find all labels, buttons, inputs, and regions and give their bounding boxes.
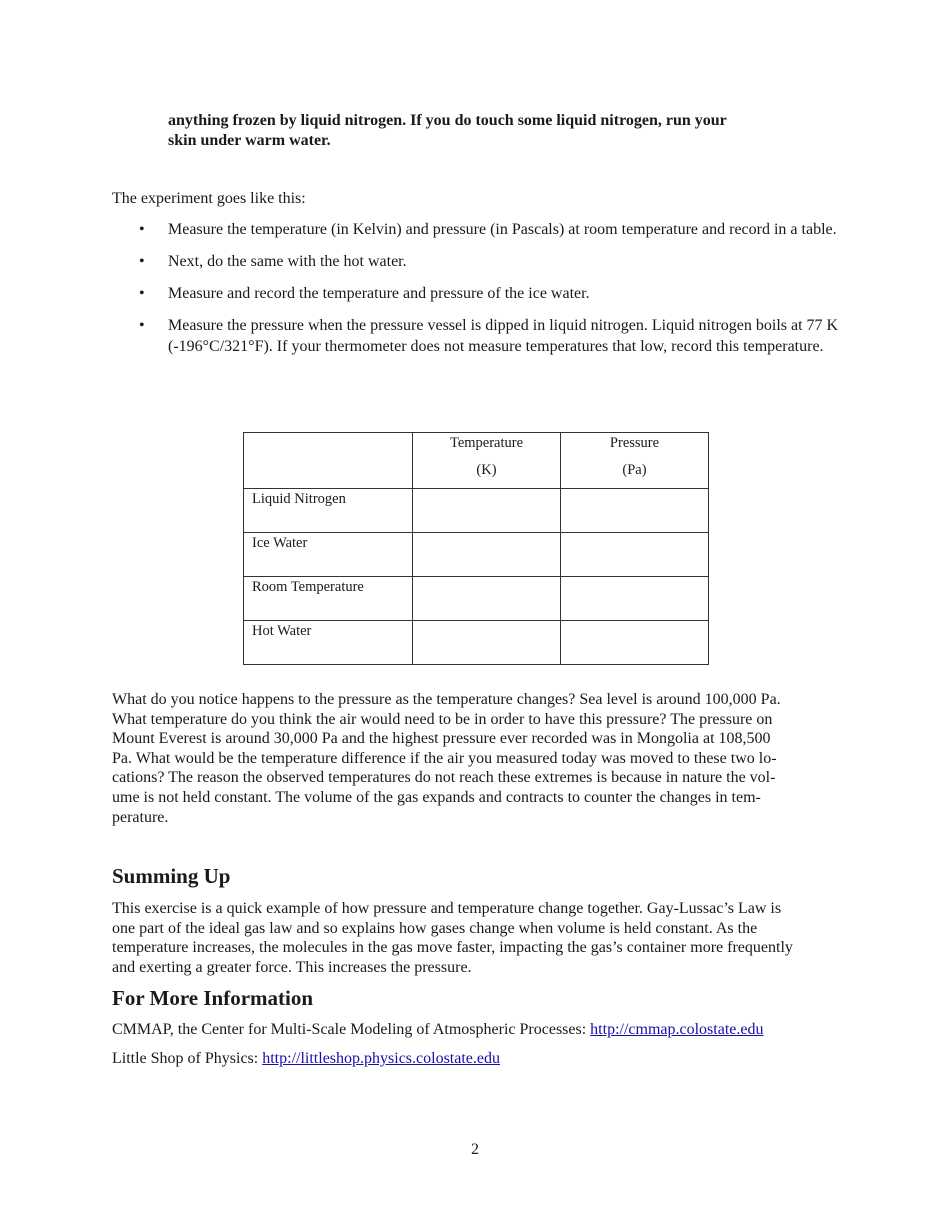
table-header-temperature: Temperature (K): [413, 433, 561, 489]
bullet-icon: •: [139, 221, 145, 238]
more-info-heading: For More Information: [112, 986, 314, 1010]
table-row: [244, 621, 709, 665]
question-paragraph: What do you notice happens to the pressure as the temperature changes? Sea level is around 100,000 Pa. What temperature do you think the air would need to be in order to have this pressure? The pressure on Mount Everest is around 30,000 Pa and the highest pressure ever recorded was in Mongolia at 108,500 Pa. What would be the temperature difference if the air you measured today was moved to these two lo- cations? The reason the observed temperatures do not reach these extremes is because in nature the vol- ume is not held constant. The volume of the gas expands and contracts to counter the changes in tem- perature.: [112, 691, 781, 826]
page-number: 2: [471, 1141, 479, 1158]
experiment-intro: The experiment goes like this:: [112, 190, 306, 207]
table-cell-pressure: [561, 489, 709, 533]
table-cell-temperature: [413, 577, 561, 621]
step-text: Next, do the same with the hot water.: [168, 253, 407, 270]
table-cell-temperature: [413, 621, 561, 665]
bullet-icon: •: [139, 253, 145, 270]
experiment-steps-list: [112, 219, 842, 368]
table-row: [244, 489, 709, 533]
list-item: [112, 251, 842, 272]
list-item: [112, 315, 842, 357]
table-row-label: Hot Water: [244, 621, 413, 665]
table-cell-temperature: [413, 533, 561, 577]
cmmap-link[interactable]: http://cmmap.colostate.edu: [590, 1021, 764, 1038]
step-text: Measure the pressure when the pressure vessel is dipped in liquid nitrogen. Liquid nitrogen boils at 77 K (-196°C/321°F). If your thermometer does not measure temperatures that low, record this temperature.: [168, 317, 839, 355]
warning-line-1: anything frozen by liquid nitrogen. If you do touch some liquid nitrogen, run your: [168, 112, 727, 129]
table-header-empty: [244, 433, 413, 489]
table-row: [244, 577, 709, 621]
cmmap-label: CMMAP, the Center for Multi-Scale Modeling of Atmospheric Processes:: [112, 1021, 591, 1038]
step-text: Measure and record the temperature and pressure of the ice water.: [168, 285, 590, 302]
summing-up-heading: Summing Up: [112, 864, 231, 888]
warning-line-2: skin under warm water.: [168, 132, 331, 149]
step-text: Measure the temperature (in Kelvin) and pressure (in Pascals) at room temperature and record in a table.: [168, 221, 837, 238]
table-cell-pressure: [561, 577, 709, 621]
list-item: [112, 283, 842, 304]
data-table: [243, 432, 709, 665]
summing-up-paragraph: This exercise is a quick example of how pressure and temperature change together. Gay-Lussac’s Law is one part of the ideal gas law and so explains how gases change when volume is held constant. As the temperature increases, the molecules in the gas move faster, impacting the gas’s container more frequently and exerting a greater force. This increases the pressure.: [112, 900, 793, 976]
table-cell-pressure: [561, 533, 709, 577]
table-row-label: Ice Water: [244, 533, 413, 577]
list-item: [112, 219, 842, 240]
bullet-icon: •: [139, 317, 145, 334]
table-cell-temperature: [413, 489, 561, 533]
table-row: [244, 533, 709, 577]
safety-warning: [168, 111, 840, 151]
table-row-label: Liquid Nitrogen: [244, 489, 413, 533]
cmmap-info: [112, 1020, 763, 1040]
table-header-row: [244, 433, 709, 489]
table-cell-pressure: [561, 621, 709, 665]
lsop-info: [112, 1049, 500, 1069]
lsop-link[interactable]: http://littleshop.physics.colostate.edu: [262, 1050, 500, 1067]
lsop-label: Little Shop of Physics:: [112, 1050, 263, 1067]
table-header-pressure: Pressure (Pa): [561, 433, 709, 489]
bullet-icon: •: [139, 285, 145, 302]
table-row-label: Room Temperature: [244, 577, 413, 621]
